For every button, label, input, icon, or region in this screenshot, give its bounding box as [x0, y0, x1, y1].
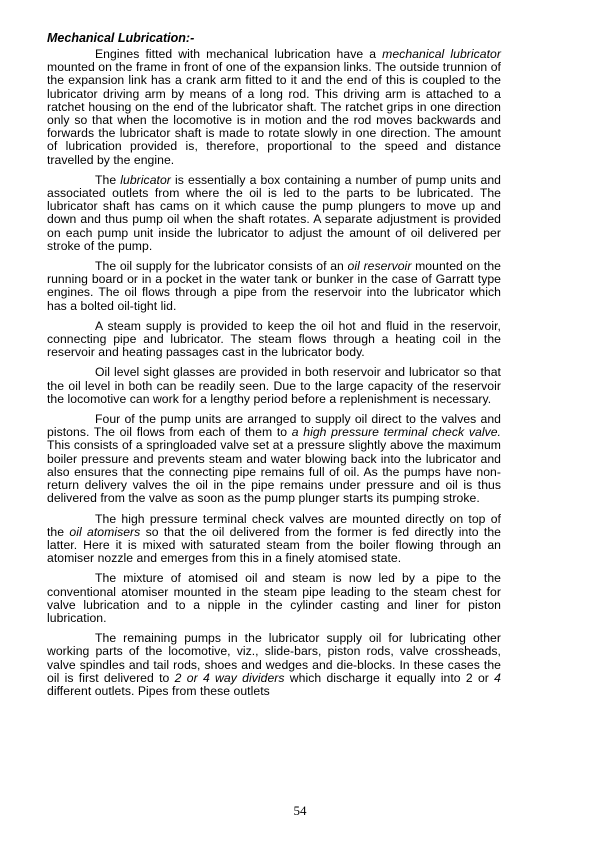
- paragraph: [47, 572, 501, 625]
- text-run: The remaining pumps in the lubricator supply oil for lubricating other working parts of the locomotive, viz., slide-bars, piston rods, valve crossheads, valve spindles and tail rods, shoes and wedges and die-blocks. In these cases the oil is first delivered to: [47, 631, 501, 685]
- paragraph: [47, 174, 501, 253]
- emphasis-term: mechanical lubricator: [382, 47, 501, 61]
- body-text: [47, 48, 501, 698]
- section-heading: Mechanical Lubrication:-: [47, 31, 195, 45]
- text-run: different outlets. Pipes from these outlets: [47, 683, 270, 698]
- text-run: Engines fitted with mechanical lubrication have a: [95, 47, 383, 61]
- text-run: Oil level sight glasses are provided in both reservoir and lubricator so that the oil level in both can be readily seen. Due to the large capacity of the reservoir the locomotive can work for a lengthy period before a replenishment is necessary.: [47, 365, 501, 406]
- emphasis-term: oil reservoir: [347, 259, 412, 274]
- text-run: The oil supply for the lubricator consists of an: [95, 259, 348, 274]
- text-run: A steam supply is provided to keep the oil hot and fluid in the reservoir, connecting pipe and lubricator. The steam flows through a heating coil in the reservoir and heating passages cast in the lubricator body.: [47, 318, 501, 360]
- paragraph: [47, 320, 501, 360]
- text-run: which discharge it equally into 2 or: [284, 670, 495, 685]
- text-run: The high pressure terminal check valves are mounted directly on top of the: [47, 511, 501, 539]
- emphasis-term: 2 or 4 way dividers: [174, 670, 285, 685]
- paragraph: [47, 413, 501, 505]
- text-run: so that the oil delivered from the former is fed directly into the latter. Here it is mixed with saturated steam from the boiler flowing through an atomiser nozzle and emerges from this in a finely atomised state.: [47, 524, 502, 566]
- emphasis-term: 4: [494, 670, 501, 685]
- paragraph: [47, 513, 501, 566]
- text-run: is essentially a box containing a number of pump units and associated outlets from where the oil is led to the parts to be lubricated. The lubricator shaft has cams on it which cause the pump plungers to move up and down and thus pump oil when the shaft rotates. A separate adjustment is provided on each pump unit inside the lubricator to adjust the amount of oil delivered per stroke of the pump.: [47, 172, 501, 253]
- paragraph: [47, 366, 501, 406]
- text-run: The: [95, 172, 121, 187]
- text-run: The mixture of atomised oil and steam is now led by a pipe to the conventional atomiser mounted in the steam pipe leading to the steam chest for valve lubrication and to a nipple in the cylinder casting and liner for piston lubrication.: [47, 571, 501, 625]
- page-number: 54: [293, 803, 307, 818]
- text-run: Four of the pump units are arranged to supply oil direct to the valves and pistons. The oil flows from each of them to: [47, 412, 501, 440]
- text-run: mounted on the running board or in a pocket in the water tank or bunker in the case of Garratt type engines. The oil flows through a pipe from the reservoir into the lubricator which has a bolted oil-tight lid.: [47, 259, 501, 313]
- text-run: mounted on the frame in front of one of the expansion links. The outside trunnion of the expansion link has a crank arm fitted to it and the end of this is coupled to the lubricator driving arm by means of a long rod. This driving arm is attached to a ratchet housing on the end of the lubricator shaft. The ratchet grips in one direction only so that when the locomotive is in motion and the rod moves backwards and forwards the lubricator shaft is made to rotate slowly in one direction. The amount of lubrication provided is, therefore, proportional to the speed and distance travelled by the engine.: [47, 60, 501, 167]
- paragraph: [47, 632, 501, 698]
- paragraph: [47, 48, 501, 167]
- emphasis-term: oil atomisers: [69, 524, 141, 539]
- document-page: [47, 31, 501, 698]
- emphasis-term: lubricator: [120, 172, 171, 187]
- emphasis-term: a high pressure terminal check valve.: [291, 425, 501, 440]
- text-run: This consists of a springloaded valve set at a pressure slightly above the maximum boiler pressure and prevents steam and water blowing back into the lubricator and also ensures that the connecting pipe remains full of oil. As the pumps have non-return delivery valves the oil in the pipe remains under pressure and oil is thus delivered from the valve as soon as the pump plunger starts its pumping stroke.: [47, 438, 501, 506]
- paragraph: [47, 260, 501, 313]
